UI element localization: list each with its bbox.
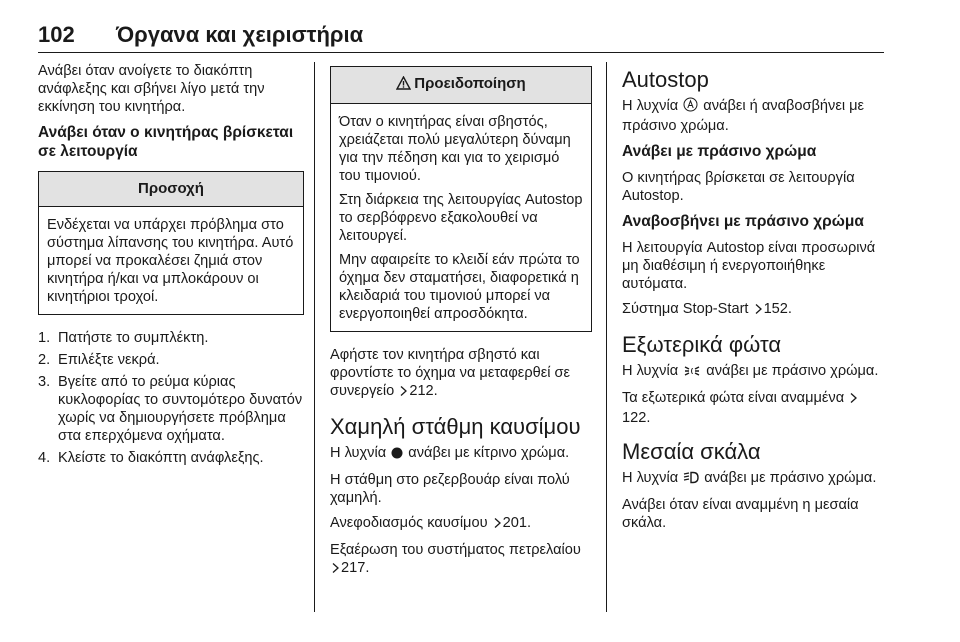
column-divider [314,62,315,612]
warning-header [331,67,591,104]
list-item: 4. Κλείστε το διακόπτη ανάφλεξης. [38,450,264,466]
caution-text: Ενδέχεται να υπάρχει πρόβλημα στο σύστημα λίπανσης του κινητήρα. Αυτό μπορεί να προκαλέσει ζημιά στον κινητήρα ή/και να μπλοκάρουν οι κινητήριοι τροχοί. [47,217,294,305]
page-reference-arrow-icon [754,302,763,320]
caution-title: Προσοχή [39,172,303,207]
section-heading: Εξωτερικά φώτα [622,332,782,357]
body-text: Σύστημα Stop-Start 152. [622,300,884,320]
body-text: Τα εξωτερικά φώτα είναι αναμμένα 122. [622,389,884,427]
page-reference: 122. [622,410,651,426]
low-beam-icon [683,471,699,489]
page-title: Όργανα και χειριστήρια [116,22,364,47]
column-divider [606,62,607,612]
warning-text: Μην αφαιρείτε το κλειδί εάν πρώτα το όχημα δεν σταματήσει, διαφορετικά η κλειδαριά του τιμονιού μπορεί να ενεργοποιηθεί απροσδόκητα. [339,252,580,322]
page-reference-arrow-icon [331,561,340,579]
warning-box [330,66,592,332]
section-heading: Μεσαία σκάλα [622,439,761,464]
body-text: Η λυχνία ανάβει με πράσινο χρώμα. [622,469,884,489]
section-heading: Ανάβει όταν ο κινητήρας βρίσκεται σε λειτουργία [38,124,294,160]
body-text: Η λυχνία ανάβει ή αναβοσβήνει με πράσινο χρώμα. [622,98,865,134]
warning-text: Στη διάρκεια της λειτουργίας Autostop το σερβόφρενο εξακολουθεί να λειτουργεί. [339,192,583,244]
body-text: Ο κινητήρας βρίσκεται σε λειτουργία Autostop. [622,170,855,204]
warning-triangle-icon [396,76,411,95]
column-2 [330,62,592,586]
fuel-dot-icon [391,446,403,464]
exterior-lights-icon [683,364,701,382]
page-reference: 152. [763,301,792,317]
list-item: 1. Πατήστε το συμπλέκτη. [38,330,209,346]
body-text: Ανάβει όταν είναι αναμμένη η μεσαία σκάλα. [622,497,859,531]
warning-text: Όταν ο κινητήρας είναι σβηστός, χρειάζεται πολύ μεγαλύτερη δύναμη για την πέδηση και για το χειρισμό του τιμονιού. [339,114,571,184]
column-3 [622,62,884,539]
autostop-a-icon [683,97,698,117]
page-reference: 217. [341,560,370,576]
page-reference-arrow-icon [399,384,408,402]
page-reference: 212. [409,383,438,399]
sub-heading: Αναβοσβήνει με πράσινο χρώμα [622,213,864,230]
page-reference: 201. [502,515,532,531]
page-reference-arrow-icon [849,391,858,409]
body-text: Η λειτουργία Autostop είναι προσωρινά μη διαθέσιμη ή ενεργοποιήθηκε αυτόματα. [622,240,876,292]
body-text: Η λυχνία ανάβει με πράσινο χρώμα. [622,362,884,382]
column-1 [38,62,304,471]
body-text: Η στάθμη στο ρεζερβουάρ είναι πολύ χαμηλή. [330,472,570,506]
page-number: 102 [38,22,75,47]
page-reference-arrow-icon [493,516,502,534]
section-heading: Χαμηλή στάθμη καυσίμου [330,414,581,439]
body-text: Αφήστε τον κινητήρα σβηστό και φροντίστε το όχημα να μεταφερθεί σε συνεργείο 212. [330,346,592,402]
list-item: 3. Βγείτε από το ρεύμα κύριας κυκλοφορίας το συντομότερο δυνατόν χωρίς να δημιουργήσετε πρόβλημα στα επερχόμενα οχήματα. [38,374,303,444]
list-item: 2. Επιλέξτε νεκρά. [38,352,160,368]
caution-box [38,171,304,315]
body-text: Η λυχνία ανάβει με κίτρινο χρώμα. [330,444,592,464]
intro-text: Ανάβει όταν ανοίγετε το διακόπτη ανάφλεξης και σβήνει λίγο μετά την εκκίνηση του κινητήρα. [38,63,265,115]
sub-heading: Ανάβει με πράσινο χρώμα [622,143,817,160]
section-heading: Autostop [622,67,709,92]
page-header [38,20,884,53]
warning-title: Προειδοποίηση [414,75,526,92]
body-text: Εξαέρωση του συστήματος πετρελαίου 217. [330,541,592,579]
steps-list [38,329,304,467]
body-text: Ανεφοδιασμός καυσίμου 201. [330,514,592,534]
